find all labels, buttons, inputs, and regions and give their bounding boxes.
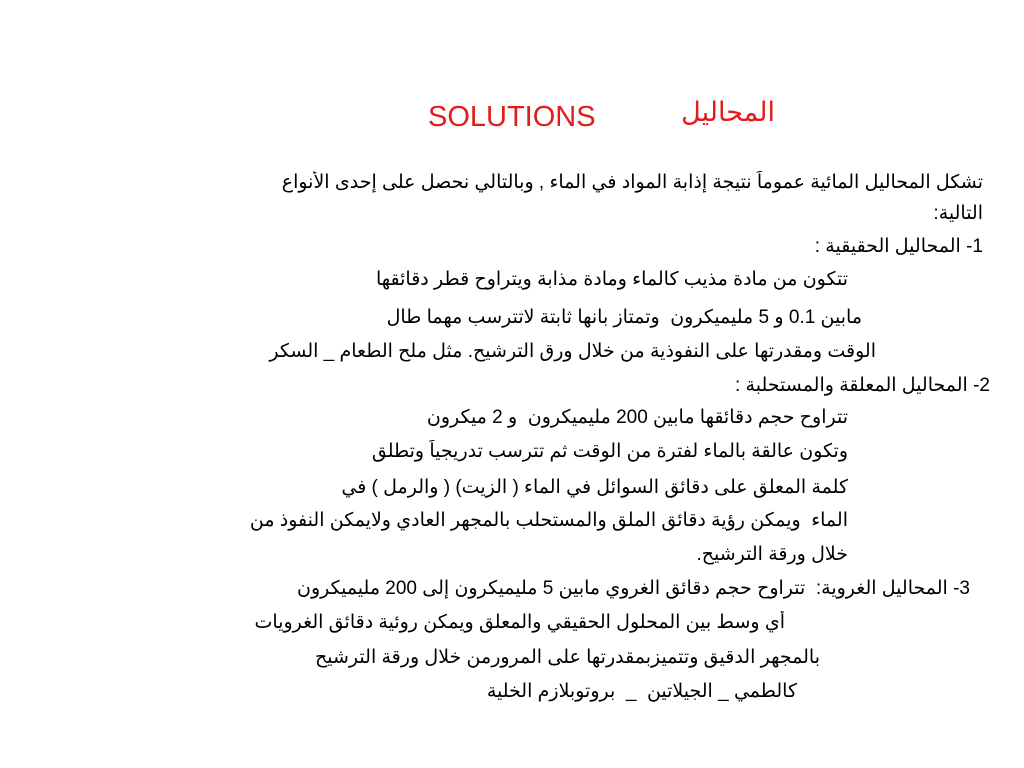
section-line: خلال ورقة الترشيح. — [696, 544, 848, 565]
intro-line: التالية: — [933, 203, 983, 224]
section-line: تتكون من مادة مذيب كالماء ومادة مذابة ويتراوح قطر دقائقها — [375, 269, 848, 290]
section-line: أي وسط بين المحلول الحقيقي والمعلق ويمكن روئية دقائق الغرويات — [254, 612, 785, 633]
slide-title-arabic: المحاليل — [681, 97, 775, 128]
section-line: بالمجهر الدقيق وتتميزبمقدرتها على المرورمن خلال ورقة الترشيح — [315, 647, 820, 668]
section-heading-colloids-row — [130, 577, 970, 603]
section-line: كالطمي _ الجيلاتين _ بروتوبلازم الخلية — [486, 681, 797, 702]
section-line: مابين 0.1 و 5 مليميكرون وتمتاز بانها ثابتة لاتترسب مهما طال — [386, 307, 862, 328]
section-line: تتراوح حجم دقائق الغروي مابين 5 مليميكرون إلى 200 مليميكرون — [296, 578, 816, 599]
section-line: تتراوح حجم دقائقها مابين 200 مليميكرون و 2 ميكرون — [426, 407, 848, 428]
section-line: الوقت ومقدرتها على النفوذية من خلال ورق الترشيح. مثل ملح الطعام _ السكر — [269, 341, 876, 362]
section-heading-true-solutions: 1- المحاليل الحقيقية : — [814, 236, 983, 257]
slide-title-english: SOLUTIONS — [428, 101, 596, 133]
section-line: كلمة المعلق على دقائق السوائل في الماء ( الزيت) ( والرمل ) في — [341, 477, 848, 498]
section-line: الماء ويمكن رؤية دقائق الملق والمستحلب بالمجهر العادي ولايمكن النفوذ من — [249, 510, 848, 531]
section-line: وتكون عالقة بالماء لفترة من الوقت ثم تترسب تدريجياً وتطلق — [371, 441, 848, 462]
section-heading-suspensions: 2- المحاليل المعلقة والمستحلبة : — [734, 375, 990, 396]
section-heading-colloids: 3- المحاليل الغروية: — [815, 578, 970, 599]
intro-line: تشكل المحاليل المائية عموماً نتيجة إذابة المواد في الماء , وبالتالي نحصل على إحدى الأنواع — [281, 172, 983, 193]
